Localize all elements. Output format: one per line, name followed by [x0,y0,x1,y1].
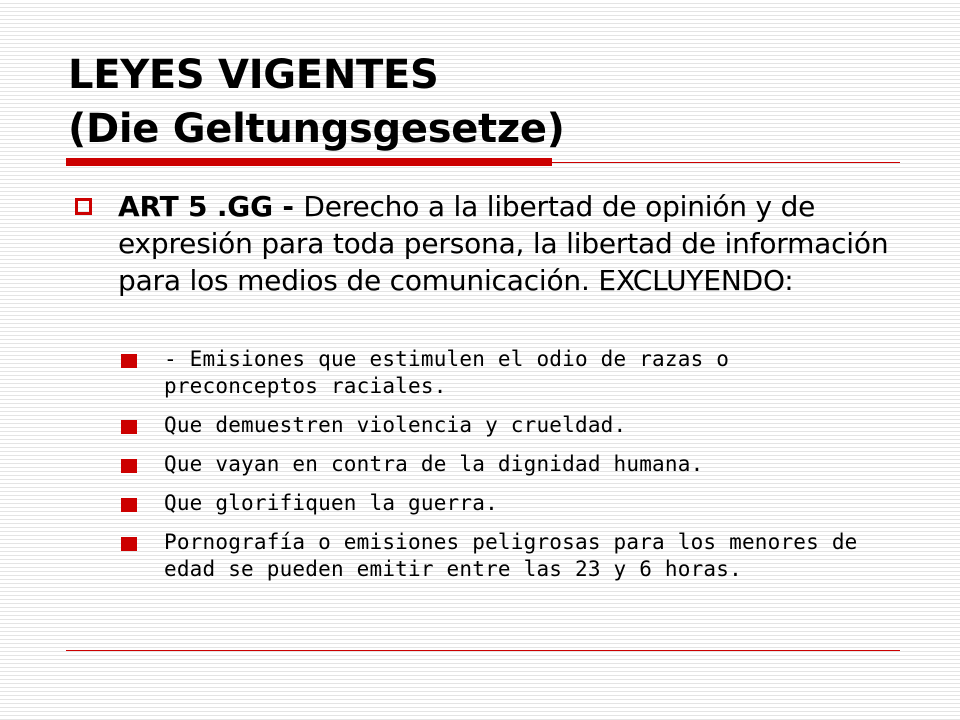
filled-square-bullet-icon [121,354,137,368]
article-reference: ART 5 .GG - [118,190,304,223]
list-item-text: Que vayan en contra de la dignidad humana. [164,452,704,476]
filled-square-bullet-icon [121,498,137,512]
hollow-square-bullet-icon [75,198,92,215]
main-bullet-item [75,188,905,299]
article-description: Derecho a la libertad de opinión y de expresión para toda persona, la libertad de información para los medios de comunicación. EXCLUYENDO: [118,190,889,297]
list-item [121,346,881,400]
filled-square-bullet-icon [121,459,137,473]
list-item [121,451,881,478]
exclusions-list [121,346,881,595]
list-item-text: Que demuestren violencia y crueldad. [164,413,627,437]
slide-title [68,48,565,156]
main-bullet-text [118,188,905,299]
list-item [121,490,881,517]
slide-title-line-1: LEYES VIGENTES [68,52,439,98]
slide-title-line-2: (Die Geltungsgesetze) [68,106,565,152]
list-item [121,412,881,439]
list-item [121,529,881,583]
filled-square-bullet-icon [121,537,137,551]
title-underline-thick [66,158,552,166]
filled-square-bullet-icon [121,420,137,434]
list-item-text: - Emisiones que estimulen el odio de razas o preconceptos raciales. [164,347,730,398]
list-item-text: Pornografía o emisiones peligrosas para los menores de edad se pueden emitir entre las 23 y 6 horas. [164,530,858,581]
list-item-text: Que glorifiquen la guerra. [164,491,498,515]
footer-divider [66,650,900,651]
title-underline-thin [552,162,900,163]
